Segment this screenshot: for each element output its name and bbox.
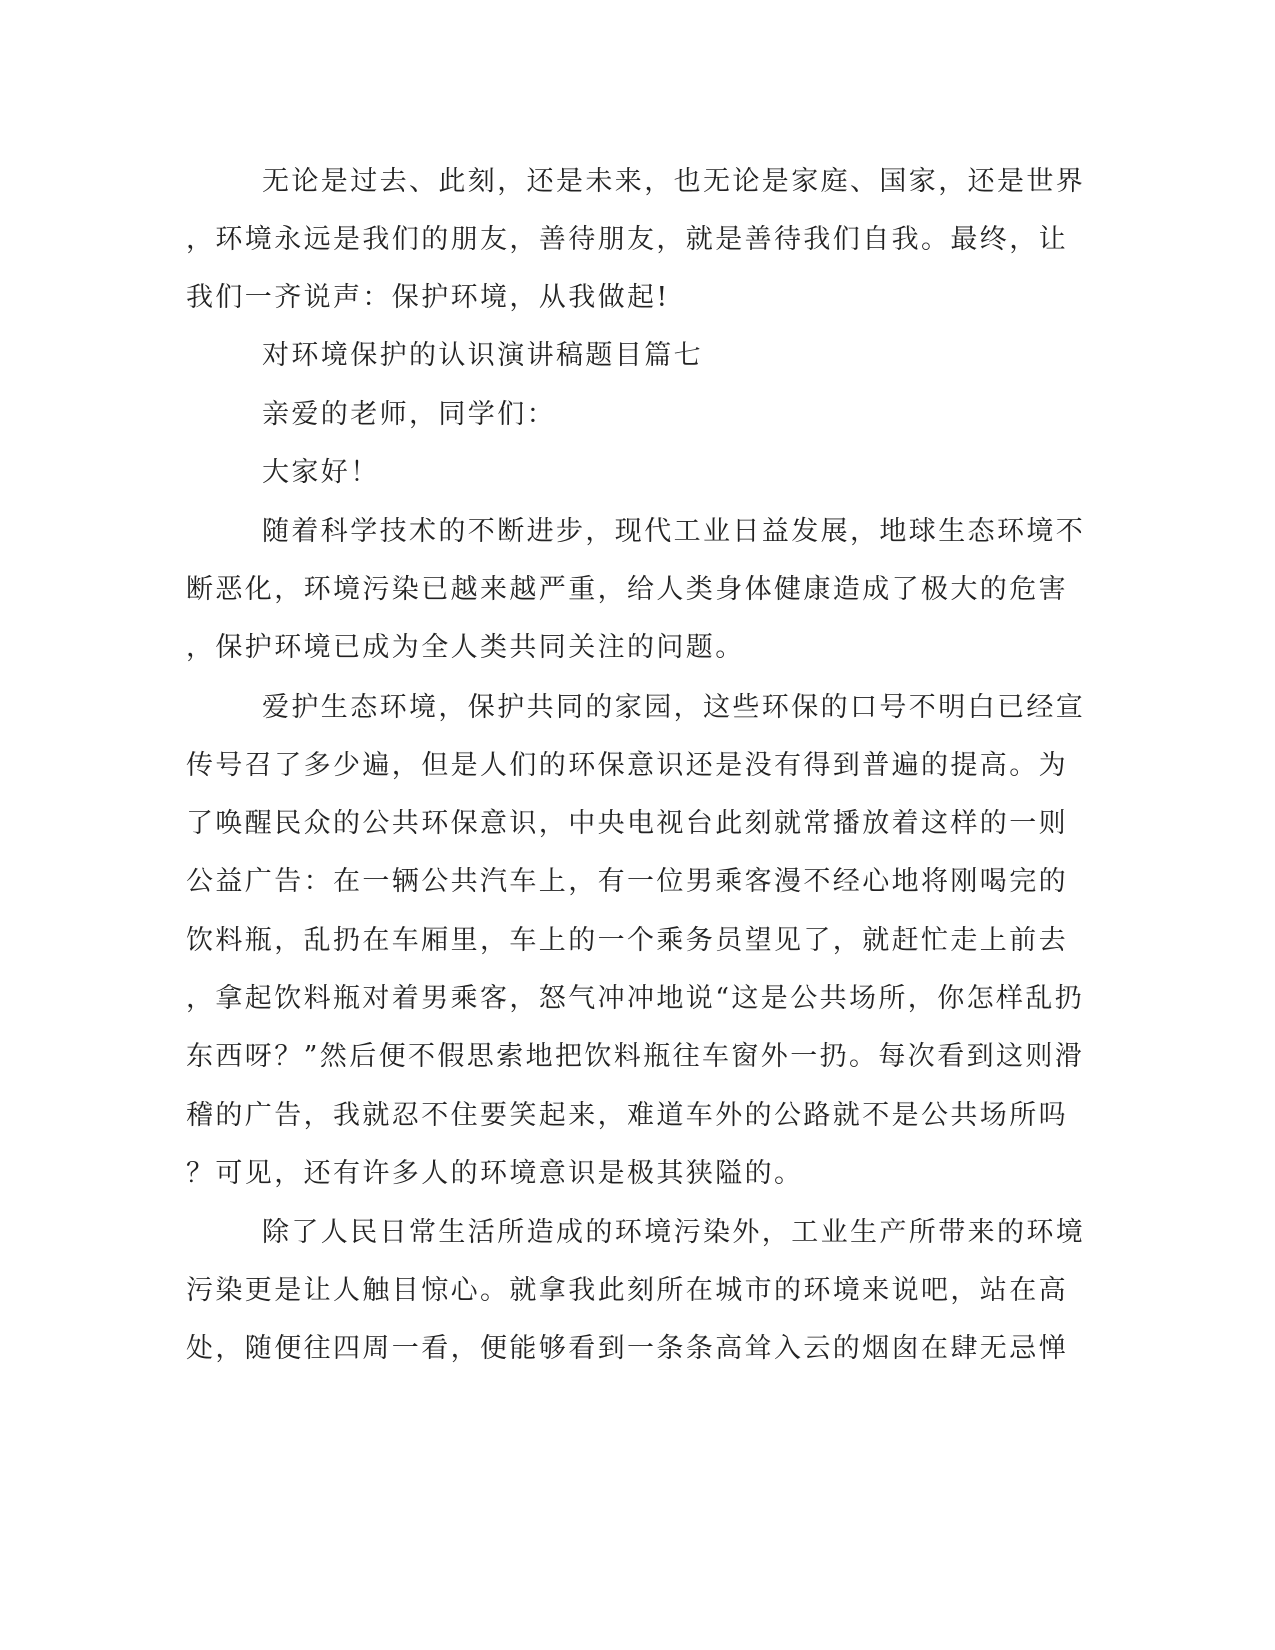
text-line: 传号召了多少遍，但是人们的环保意识还是没有得到普遍的提高。为	[186, 750, 1068, 781]
text-line: 断恶化，环境污染已越来越严重，给人类身体健康造成了极大的危害	[186, 574, 1068, 605]
text-line: 公益广告：在一辆公共汽车上，有一位男乘客漫不经心地将刚喝完的	[186, 866, 1068, 897]
text-line: ，拿起饮料瓶对着男乘客，怒气冲冲地说“这是公共场所，你怎样乱扔	[186, 983, 1085, 1014]
text-line: 稽的广告，我就忍不住要笑起来，难道车外的公路就不是公共场所吗	[186, 1100, 1068, 1131]
text-line: 我们一齐说声：保护环境，从我做起!	[186, 282, 670, 313]
text-line: 饮料瓶，乱扔在车厢里，车上的一个乘务员望见了，就赶忙走上前去	[186, 925, 1068, 956]
text-line: 污染更是让人触目惊心。就拿我此刻所在城市的环境来说吧，站在高	[186, 1275, 1068, 1306]
text-line: 随着科学技术的不断进步，现代工业日益发展，地球生态环境不	[262, 516, 1086, 547]
text-line: 除了人民日常生活所造成的环境污染外，工业生产所带来的环境	[262, 1217, 1086, 1248]
text-line: ，环境永远是我们的朋友，善待朋友，就是善待我们自我。最终，让	[186, 224, 1068, 255]
text-line: 东西呀？”然后便不假思索地把饮料瓶往车窗外一扔。每次看到这则滑	[186, 1041, 1085, 1072]
text-line: 爱护生态环境，保护共同的家园，这些环保的口号不明白已经宣	[262, 692, 1086, 723]
text-line: 处，随便往四周一看，便能够看到一条条高耸入云的烟囱在肆无忌惮	[186, 1333, 1068, 1364]
text-line: ，保护环境已成为全人类共同关注的问题。	[186, 632, 745, 663]
text-line: 了唤醒民众的公共环保意识，中央电视台此刻就常播放着这样的一则	[186, 808, 1068, 839]
text-line: 无论是过去、此刻，还是未来，也无论是家庭、国家，还是世界	[262, 166, 1086, 197]
greeting: 大家好！	[262, 457, 380, 488]
section-heading: 对环境保护的认识演讲稿题目篇七	[262, 340, 703, 371]
text-line: ？可见，还有许多人的环境意识是极其狭隘的。	[186, 1158, 804, 1189]
salutation: 亲爱的老师，同学们：	[262, 399, 556, 430]
